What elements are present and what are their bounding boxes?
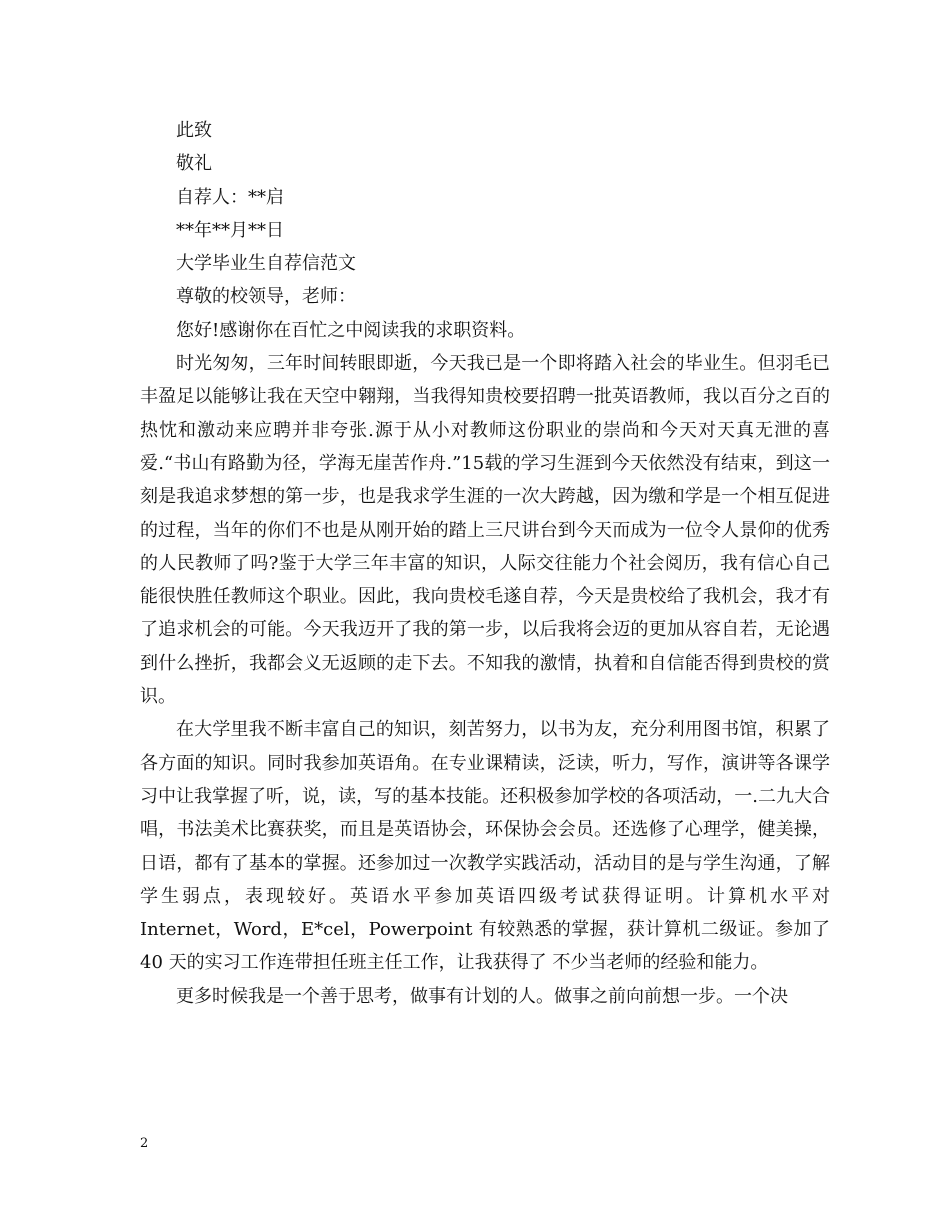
paragraph-3: 更多时候我是一个善于思考，做事有计划的人。做事之前向前想一步。一个决 — [176, 985, 788, 1007]
closing-line-2: 敬礼 — [176, 153, 212, 175]
page-number: 2 — [140, 1136, 149, 1151]
paragraph-2: 在大学里我不断丰富自己的知识，刻苦努力，以书为友，充分利用图书馆，积累了各方面的知识。同时我参加英语角。在专业课精读，泛读，听力，写作，演讲等各课学习中让我掌握了听，说，读，写的基本技能。还积极参加学校的各项活动，一.二九大合唱，书法美术比赛获奖，而且是英语协会，环保协会会员。还选修了心理学，健美操，日语，都有了基本的掌握。还参加过一次教学实践活动，活动目的是与学生沟通，了解学生弱点，表现较好。英语水平参加英语四级考试获得证明。计算机水平对 Internet，Word，E*cel，Powerpoint 有较熟悉的掌握，获计算机二级证。参加了 40 天的实习工作连带担任班主任工作，让我获得了 不少当老师的经验和能力。 — [140, 719, 830, 974]
greeting-line: 您好!感谢你在百忙之中阅读我的求职资料。 — [176, 319, 526, 341]
salutation-line: 尊敬的校领导，老师： — [176, 286, 356, 308]
document-title: 大学毕业生自荐信范文 — [176, 253, 356, 275]
signature-line: 自荐人：**启 — [176, 186, 284, 208]
letter-body — [140, 114, 830, 1013]
paragraph-1: 时光匆匆，三年时间转眼即逝，今天我已是一个即将踏入社会的毕业生。但羽毛已丰盈足以能够让我在天空中翱翔，当我得知贵校要招聘一批英语教师，我以百分之百的热忱和激动来应聘并非夸张.源于从小对教师这份职业的崇尚和今天对天真无泄的喜爱.“书山有路勤为径，学海无崖苦作舟.”15载的学习生涯到今天依然没有结束，到这一刻是我追求梦想的第一步，也是我求学生涯的一次大跨越，因为缴和学是一个相互促进的过程，当年的你们不也是从刚开始的踏上三尺讲台到今天而成为一位令人景仰的优秀的人民教师了吗?鉴于大学三年丰富的知识，人际交往能力个社会阅历，我有信心自己能很快胜任教师这个职业。因此，我向贵校毛遂自荐，今天是贵校给了我机会，我才有了追求机会的可能。今天我迈开了我的第一步，以后我将会迈的更加从容自若，无论遇到什么挫折，我都会义无返顾的走下去。不知我的激情，执着和自信能否得到贵校的赏识。 — [140, 353, 830, 708]
closing-line-1: 此致 — [176, 120, 212, 141]
date-line: **年**月**日 — [176, 219, 284, 241]
